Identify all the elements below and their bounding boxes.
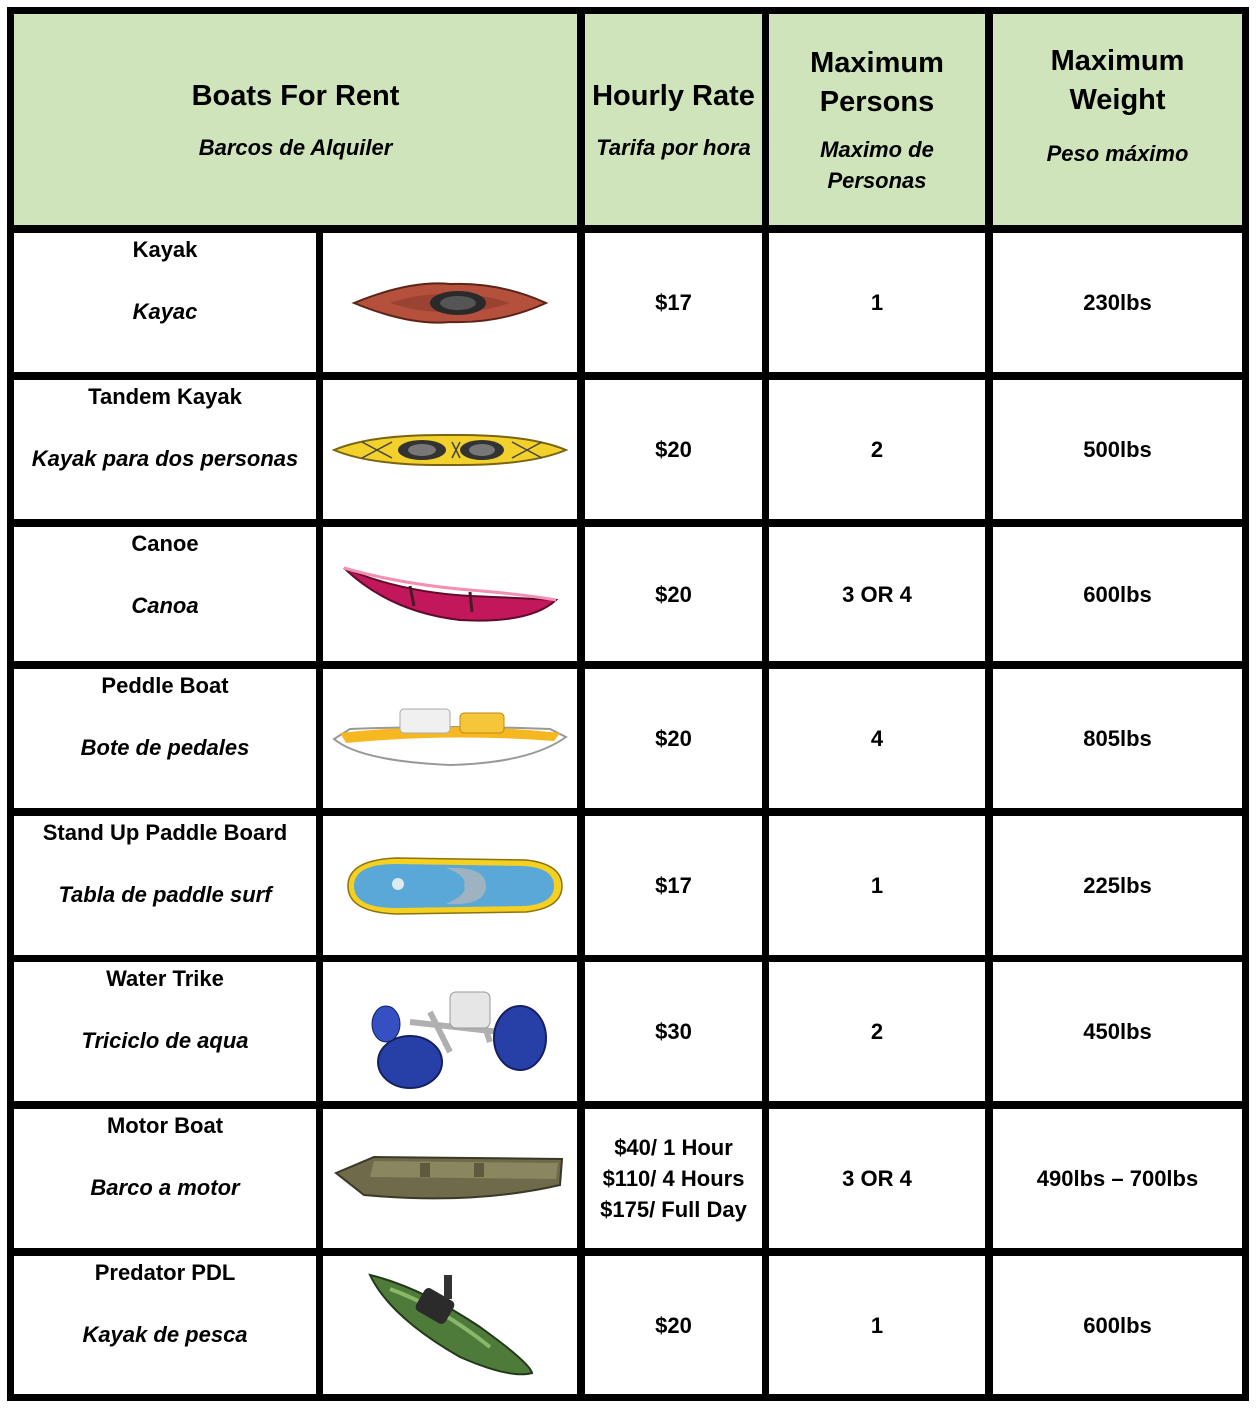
boat-name-cell [14, 1109, 316, 1248]
header-rate [585, 14, 762, 225]
header-boats-es: Barcos de Alquiler [198, 134, 393, 160]
header-boats [14, 14, 577, 225]
header-weight-en-2: Weight [1069, 84, 1166, 116]
header-weight-es: Peso máximo [1046, 141, 1189, 166]
rate-cell: $20 [585, 1256, 762, 1394]
boat-name-cell [14, 669, 316, 808]
rate-line: $110/ 4 Hours [602, 1166, 745, 1191]
boat-name-cell [14, 962, 316, 1101]
paddle-board-image [323, 816, 577, 955]
header-persons [769, 14, 985, 225]
weight-cell: 225lbs [993, 816, 1242, 955]
boat-name: Stand Up Paddle Board [42, 820, 288, 845]
boat-name-cell [14, 233, 316, 372]
persons-cell: 2 [769, 962, 985, 1101]
rate-cell: $17 [585, 233, 762, 372]
boat-name-cell [14, 380, 316, 519]
rate-cell: $30 [585, 962, 762, 1101]
weight-cell: 490lbs – 700lbs [993, 1109, 1242, 1248]
weight-cell: 600lbs [993, 1256, 1242, 1394]
rate-line: $175/ Full Day [600, 1197, 747, 1222]
weight-cell: 450lbs [993, 962, 1242, 1101]
motor-boat-image [323, 1109, 577, 1248]
persons-cell: 3 OR 4 [769, 1109, 985, 1248]
boat-name: Canoe [131, 531, 199, 556]
boat-name-es: Kayak para dos personas [31, 446, 299, 471]
boat-name-es: Tabla de paddle surf [58, 882, 272, 907]
persons-cell: 1 [769, 233, 985, 372]
boat-name-cell [14, 816, 316, 955]
rate-cell: $17 [585, 816, 762, 955]
boat-name-es: Barco a motor [90, 1175, 240, 1200]
persons-cell: 1 [769, 1256, 985, 1394]
rate-line: $40/ 1 Hour [614, 1135, 733, 1160]
rate-cell [585, 1109, 762, 1248]
weight-cell: 500lbs [993, 380, 1242, 519]
boat-name: Kayak [132, 237, 198, 262]
boat-name: Predator PDL [94, 1260, 236, 1285]
pedal-boat-image [323, 669, 577, 808]
boat-name-cell [14, 527, 316, 661]
boat-name: Peddle Boat [101, 673, 229, 698]
boat-name-es: Kayak de pesca [82, 1322, 248, 1347]
boat-name: Water Trike [106, 966, 224, 991]
header-boats-en: Boats For Rent [191, 79, 400, 112]
boat-name-es: Canoa [131, 593, 199, 618]
weight-cell: 600lbs [993, 527, 1242, 661]
boat-name-cell [14, 1256, 316, 1394]
weight-cell: 230lbs [993, 233, 1242, 372]
weight-cell: 805lbs [993, 669, 1242, 808]
rental-table [7, 7, 1249, 1401]
boat-name: Tandem Kayak [88, 384, 242, 409]
persons-cell: 3 OR 4 [769, 527, 985, 661]
header-rate-es: Tarifa por hora [596, 134, 751, 160]
yellow-tandem-kayak-image [323, 380, 577, 519]
header-persons-en-1: Maximum [810, 46, 944, 79]
boat-name: Motor Boat [106, 1113, 224, 1138]
boat-name-es: Triciclo de aqua [81, 1028, 249, 1053]
persons-cell: 4 [769, 669, 985, 808]
header-weight [993, 14, 1242, 225]
red-kayak-image [323, 233, 577, 372]
header-persons-en-2: Persons [819, 85, 935, 118]
header-weight-en-1: Maximum [1050, 45, 1185, 77]
rate-cell: $20 [585, 669, 762, 808]
water-trike-image [323, 962, 577, 1101]
rate-cell: $20 [585, 527, 762, 661]
boat-name-es: Kayac [132, 299, 198, 324]
persons-cell: 2 [769, 380, 985, 519]
header-rate-en: Hourly Rate [592, 79, 755, 112]
fishing-kayak-image [323, 1256, 577, 1394]
pink-canoe-image [323, 527, 577, 661]
header-persons-es-1: Maximo de [820, 136, 934, 162]
boat-name-es: Bote de pedales [80, 735, 250, 760]
header-persons-es-2: Personas [827, 167, 927, 193]
rate-cell: $20 [585, 380, 762, 519]
persons-cell: 1 [769, 816, 985, 955]
